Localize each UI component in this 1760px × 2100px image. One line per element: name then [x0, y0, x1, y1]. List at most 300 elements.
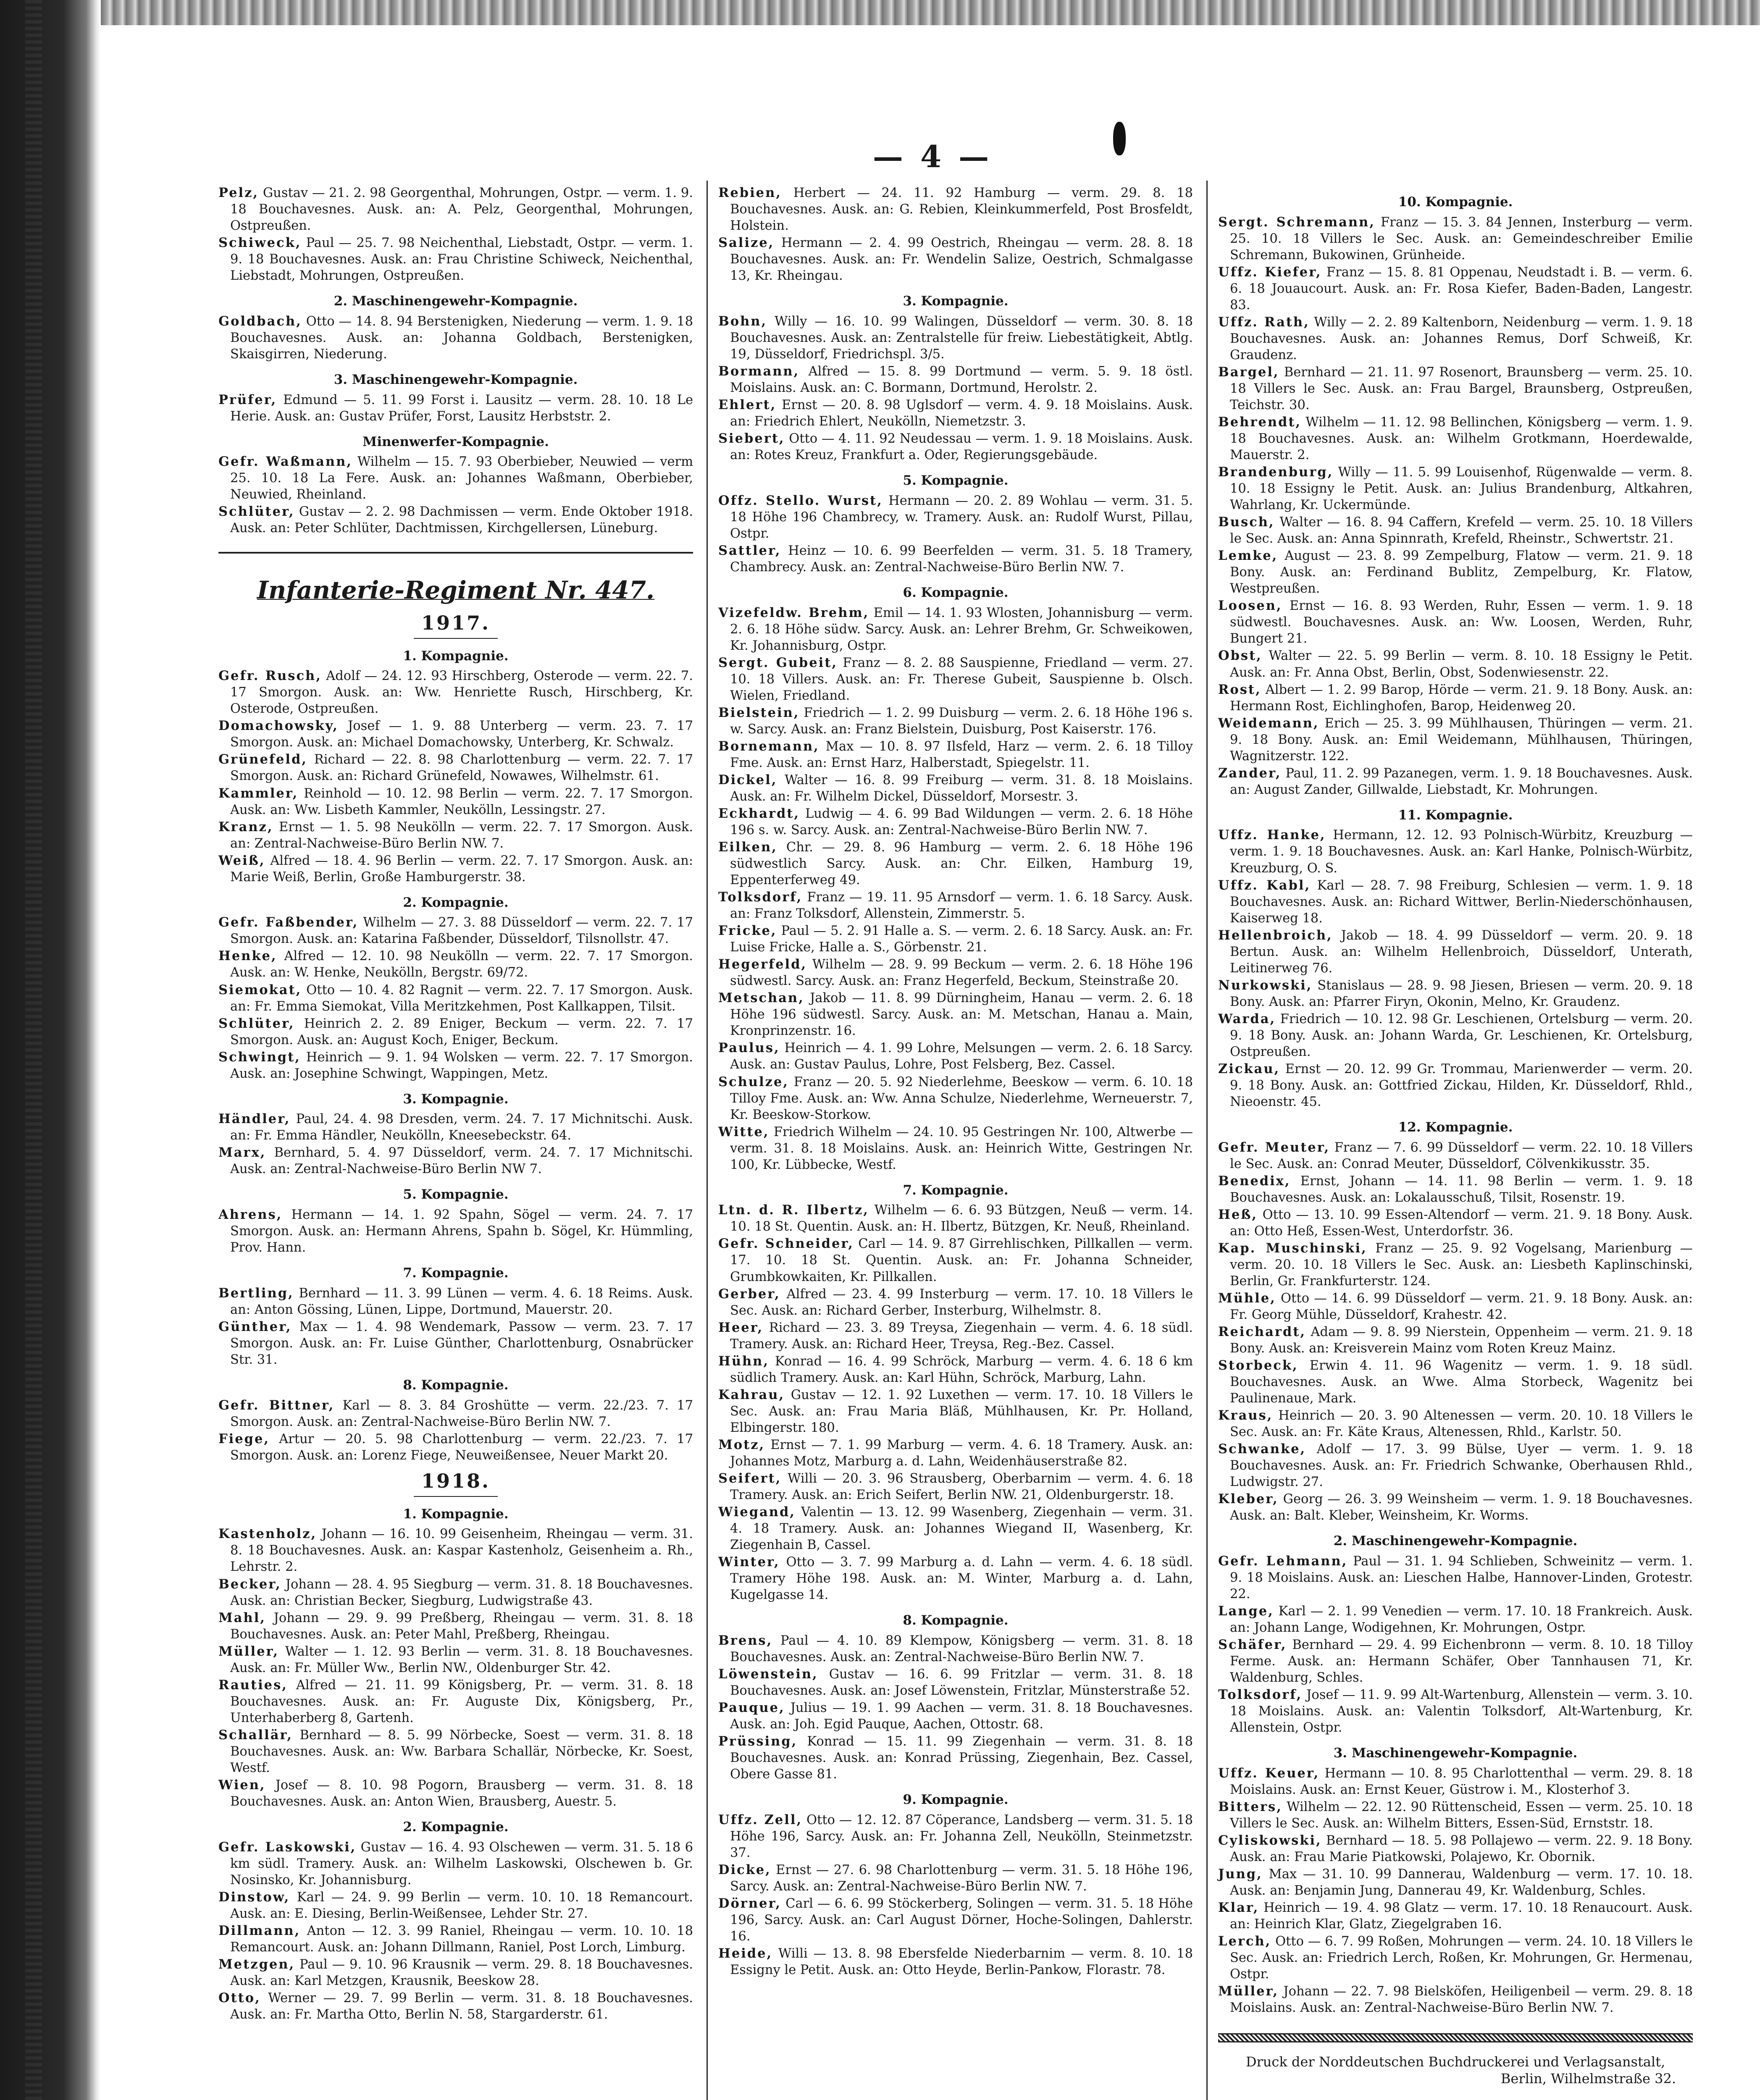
entry-name: Wien,: [218, 1777, 266, 1793]
entry-details: Werner — 29. 7. 99 Berlin — verm. 31. 8. 18 Bouchavesnes. Ausk. an: Fr. Martha Otto, Berlin N. 58, Stargarderstr. 61.: [230, 1990, 693, 2022]
entry-details: Otto — 6. 7. 99 Roßen, Mohrungen — verm. 24. 10. 18 Villers le Sec. Ausk. an: Friedrich Lerch, Roßen, Kr. Mohrungen, Gr. Hermenau, Ostpr.: [1230, 1934, 1693, 1982]
entry-name: Eckhardt,: [718, 806, 800, 822]
casualty-entry: [218, 235, 693, 284]
entry-details: Willy — 2. 2. 89 Kaltenborn, Neidenburg — verm. 1. 9. 18 Bouchavesnes. Ausk. an: Johannes Remus, Dorf Schweiß, Kr. Graudenz.: [1230, 315, 1693, 362]
entry-details: Willy — 16. 10. 99 Walingen, Düsseldorf — verm. 30. 8. 18 Bouchavesnes. Ausk. an: Zentralstelle für freiw. Liebestätigkeit, Abtlg. 19, Düsseldorf, Friedrichspl. 3/5.: [730, 314, 1193, 362]
casualty-entry: [1218, 598, 1693, 647]
entry-name: Becker,: [218, 1576, 281, 1592]
company-heading: 10. Kompagnie.: [1398, 194, 1513, 210]
entry-details: Otto — 10. 4. 82 Ragnit — verm. 22. 7. 17 Smorgon. Ausk. an: Fr. Emma Siemokat, Villa Meritzkehmen, Post Kallkappen, Tilsit.: [230, 982, 693, 1014]
entry-details: Ernst — 20. 12. 99 Gr. Trommau, Marienwerder — verm. 20. 9. 18 Bony. Ausk. an: Gottfried Zickau, Hilden, Kr. Düsseldorf, Rhld., Nieoenstr. 45.: [1230, 1061, 1693, 1109]
casualty-entry: [718, 1812, 1193, 1861]
printer-imprint: Druck der Norddeutschen Buchdruckerei und Verlagsanstalt,: [1245, 2053, 1665, 2070]
entry-details: Hermann — 10. 8. 95 Charlottenthal — verm. 29. 8. 18 Moislains. Ausk. an: Ernst Keuer, Güstrow i. M., Klosterhof 3.: [1230, 1766, 1693, 1798]
company-heading: 2. Maschinengewehr-Kompagnie.: [334, 294, 578, 309]
casualty-entry: [1218, 1061, 1693, 1110]
company-heading: 7. Kompagnie.: [403, 1265, 509, 1281]
entry-name: Uffz. Hanke,: [1218, 827, 1326, 843]
company-heading: 2. Kompagnie.: [403, 1819, 509, 1835]
entry-details: Willi — 13. 8. 98 Ebersfelde Niederbarnim — verm. 8. 10. 18 Essigny le Petit. Ausk. an: Otto Heyde, Berlin-Pankow, Florastr. 78.: [730, 1946, 1193, 1978]
entry-name: Prüssing,: [718, 1733, 798, 1749]
entry-name: Kammler,: [218, 785, 299, 801]
casualty-entry: [718, 806, 1193, 838]
casualty-entry: [1218, 1799, 1693, 1832]
casualty-entry: [1218, 264, 1693, 313]
company-heading: 5. Kompagnie.: [403, 1187, 509, 1202]
entry-details: Heinrich — 20. 3. 90 Altenessen — verm. 20. 10. 18 Villers le Sec. Ausk. an: Fr. Käte Kraus, Altenessen, Rhld., Karlstr. 50.: [1230, 1408, 1693, 1440]
casualty-entry: [1218, 1637, 1693, 1686]
entry-name: Gefr. Laskowski,: [218, 1839, 357, 1855]
casualty-entry: [218, 504, 693, 536]
casualty-entry: [718, 397, 1193, 430]
entry-name: Schulze,: [718, 1074, 789, 1089]
entry-details: Otto — 4. 11. 92 Neudessau — verm. 1. 9. 18 Moislains. Ausk. an: Rotes Kreuz, Frankfurt a. Oder, Regierungsgebäude.: [730, 431, 1193, 463]
casualty-entry: [718, 839, 1193, 888]
entry-details: Adolf — 17. 3. 99 Bülse, Uyer — verm. 1. 9. 18 Bouchavesnes. Ausk. an: Fr. Friedrich Schwanke, Oberhausen Rhld., Ludwigstr. 27.: [1230, 1442, 1693, 1490]
year-heading: 1918.: [218, 1469, 693, 1497]
entry-details: Johann — 22. 7. 98 Bielsköfen, Heiligenbeil — verm. 29. 8. 18 Moislains. Ausk. an: Zentral-Nachweise-Büro Berlin NW. 7.: [1230, 1984, 1693, 2016]
company-heading: 11. Kompagnie.: [1398, 807, 1513, 823]
casualty-entry: [1218, 364, 1693, 413]
casualty-entry: [718, 1286, 1193, 1319]
entry-details: Adam — 9. 8. 99 Nierstein, Oppenheim — verm. 21. 9. 18 Bony. Ausk. an: Kreisverein Mainz vom Roten Kreuz Mainz.: [1230, 1324, 1693, 1356]
entry-name: Schwingt,: [218, 1049, 301, 1065]
casualty-entry: [218, 1016, 693, 1048]
entry-name: Grünefeld,: [218, 752, 307, 767]
entry-name: Heide,: [718, 1946, 773, 1961]
entry-name: Günther,: [218, 1319, 292, 1334]
casualty-entry: [718, 1945, 1193, 1978]
entry-name: Uffz. Zell,: [718, 1812, 803, 1827]
entry-details: Ludwig — 4. 6. 99 Bad Wildungen — verm. 2. 6. 18 Höhe 196 s. w. Sarcy. Ausk. an: Zentral-Nachweise-Büro Berlin NW. 7.: [730, 806, 1193, 838]
entry-name: Lerch,: [1218, 1934, 1271, 1949]
entry-name: Mühle,: [1218, 1290, 1276, 1306]
casualty-entry: [1218, 1491, 1693, 1524]
casualty-entry: [718, 1554, 1193, 1603]
entry-details: Heinrich — 9. 1. 94 Wolsken — verm. 22. 7. 17 Smorgon. Ausk. an: Josephine Schwingt, Wappingen, Metz.: [230, 1050, 693, 1081]
entry-name: Goldbach,: [218, 313, 302, 329]
casualty-entry: [718, 738, 1193, 771]
casualty-entry: [218, 1397, 693, 1430]
entry-name: Schäfer,: [1218, 1637, 1287, 1653]
entry-name: Lemke,: [1218, 548, 1278, 564]
entry-details: Alfred — 15. 8. 99 Dortmund — verm. 5. 9. 18 östl. Moislains. Ausk. an: C. Bormann, Dortmund, Herolstr. 2.: [730, 364, 1193, 395]
entry-details: Heinrich — 4. 1. 99 Lohre, Melsungen — verm. 2. 6. 18 Sarcy. Ausk. an: Gustav Paulus, Lohre, Post Felsberg, Bez. Cassel.: [730, 1041, 1193, 1072]
entry-details: Edmund — 5. 11. 99 Forst i. Lausitz — verm. 28. 10. 18 Le Herie. Ausk. an: Gustav Prüfer, Forst, Lausitz Herbststr. 2.: [230, 392, 693, 424]
entry-name: Pelz,: [218, 185, 259, 200]
entry-details: Adolf — 24. 12. 93 Hirschberg, Osterode — verm. 22. 7. 17 Smorgon. Ausk. an: Ww. Henriette Rusch, Hirschberg, Kr. Osterode, Ostpreußen.: [230, 669, 693, 717]
entry-name: Zickau,: [1218, 1061, 1280, 1076]
casualty-entry: [1218, 1866, 1693, 1899]
entry-details: Paul — 5. 2. 91 Halle a. S. — verm. 2. 6. 18 Sarcy. Ausk. an: Fr. Luise Fricke, Halle a. S., Görbenstr. 21.: [730, 924, 1193, 955]
entry-details: Carl — 6. 6. 99 Stöckerberg, Solingen — verm. 31. 5. 18 Höhe 196, Sarcy. Ausk. an: Carl August Dörner, Hoche-Solingen, Dahlerstr. 16.: [730, 1896, 1193, 1944]
casualty-entry: [718, 1320, 1193, 1352]
entry-name: Jung,: [1218, 1866, 1263, 1882]
entry-details: Konrad — 15. 11. 99 Ziegenhain — verm. 31. 8. 18 Bouchavesnes. Ausk. an: Konrad Prüssing, Ziegenhain, Bez. Cassel, Obere Gasse 81.: [730, 1734, 1193, 1782]
casualty-entry: [1218, 682, 1693, 714]
casualty-entry: [218, 1610, 693, 1643]
entry-details: Erich — 25. 3. 99 Mühlhausen, Thüringen — verm. 21. 9. 18 Bony. Ausk. an: Emil Weidemann, Mühlhausen, Thüringen, Wagnitzerstr. 122.: [1230, 716, 1693, 764]
casualty-entry: [718, 1895, 1193, 1945]
entry-details: Chr. — 29. 8. 96 Hamburg — verm. 2. 6. 18 Höhe 196 südwestlich Sarcy. Ausk. an: Chr. Eilken, Hamburg 19, Eppenterferweg 49.: [730, 840, 1193, 888]
entry-details: Paul, 11. 2. 99 Pazanegen, verm. 1. 9. 18 Bouchavesnes. Ausk. an: August Zander, Gillwalde, Liebstadt, Kr. Mohrungen.: [1230, 766, 1693, 797]
company-heading: 12. Kompagnie.: [1398, 1119, 1513, 1135]
entry-name: Sergt. Gubeit,: [718, 655, 838, 670]
entry-name: Zander,: [1218, 765, 1282, 781]
entry-details: Otto — 14. 8. 94 Berstenigken, Niederung — verm. 1. 9. 18 Bouchavesnes. Ausk. an: Johanna Goldbach, Berstenigken, Skaisgirren, Niederung.: [230, 314, 693, 362]
casualty-entry: [218, 1526, 693, 1575]
entry-details: Alfred — 12. 10. 98 Neukölln — verm. 22. 7. 17 Smorgon. Ausk. an: W. Henke, Neukölln, Bergstr. 69/72.: [230, 949, 693, 980]
entry-name: Gefr. Rusch,: [218, 668, 322, 684]
entry-details: August — 23. 8. 99 Zempelburg, Flatow — verm. 21. 9. 18 Bony. Ausk. an: Ferdinand Bublitz, Zempelburg, Kr. Flatow, Westpreußen.: [1230, 549, 1693, 596]
entry-details: Alfred — 21. 11. 99 Königsberg, Pr. — verm. 31. 8. 18 Bouchavesnes. Ausk. an: Fr. Auguste Dix, Königsberg, Pr., Unterhaberberg 8, Gartenh.: [230, 1677, 693, 1725]
entry-details: Wilhelm — 27. 3. 88 Düsseldorf — verm. 22. 7. 17 Smorgon. Ausk. an: Katarina Faßbender, Düsseldorf, Tilsnollstr. 47.: [230, 915, 693, 947]
entry-name: Rost,: [1218, 682, 1261, 697]
company-heading: 3. Maschinengewehr-Kompagnie.: [334, 372, 578, 387]
entry-name: Müller,: [1218, 1984, 1279, 1999]
text-column-1: [218, 185, 693, 2024]
entry-details: Walter — 1. 12. 93 Berlin — verm. 31. 8. 18 Bouchavesnes. Ausk. an: Fr. Müller Ww., Berlin NW., Oldenburger Str. 42.: [230, 1644, 693, 1675]
entry-name: Händler,: [218, 1111, 291, 1127]
entry-name: Siemokat,: [218, 982, 302, 998]
entry-details: Jakob — 18. 4. 99 Düsseldorf — verm. 20. 9. 18 Bertun. Ausk. an: Wilhelm Hellenbroich, Düsseldorf, Unterath, Leitinerweg 76.: [1230, 928, 1693, 976]
casualty-entry: [218, 1727, 693, 1776]
entry-name: Dörner,: [718, 1895, 781, 1911]
entry-details: Karl — 28. 7. 98 Freiburg, Schlesien — verm. 1. 9. 18 Bouchavesnes. Ausk. an: Richard Wittwer, Berlin-Niederschönhausen, Kaiserweg 18.: [1230, 878, 1693, 926]
casualty-entry: [718, 1633, 1193, 1665]
entry-details: Johann — 28. 4. 95 Siegburg — verm. 31. 8. 18 Bouchavesnes. Ausk. an: Christian Becker, Siegburg, Ludwigstraße 43.: [230, 1577, 693, 1608]
casualty-entry: [218, 1144, 693, 1177]
entry-details: Johann — 16. 10. 99 Geisenheim, Rheingau — verm. 31. 8. 18 Bouchavesnes. Ausk. an: Kaspar Kastenholz, Geisenheim a. Rh., Lehrstr. 2.: [230, 1527, 693, 1575]
entry-name: Sergt. Schremann,: [1218, 214, 1375, 230]
entry-details: Bernhard — 11. 3. 99 Lünen — verm. 4. 6. 18 Reims. Ausk. an: Anton Gössing, Lünen, Lippe, Dortmund, Mauerstr. 20.: [230, 1286, 693, 1317]
entry-name: Cyliskowski,: [1218, 1833, 1322, 1848]
company-heading: 3. Kompagnie.: [403, 1091, 509, 1107]
casualty-entry: [1218, 414, 1693, 463]
entry-details: Bernhard — 29. 4. 99 Eichenbronn — verm. 8. 10. 18 Tilloy Ferme. Ausk. an: Hermann Schäfer, Ober Tannhausen 71, Kr. Waldenburg, Schles.: [1230, 1638, 1693, 1685]
entry-details: Konrad — 16. 4. 99 Schröck, Marburg — verm. 4. 6. 18 6 km südlich Tramery. Ausk. an: Karl Hühn, Schröck, Marburg, Lahn.: [730, 1354, 1193, 1385]
entry-details: Georg — 26. 3. 99 Weinsheim — verm. 1. 9. 18 Bouchavesnes. Ausk. an: Balt. Kleber, Weinsheim, Kr. Worms.: [1230, 1492, 1693, 1523]
casualty-entry: [718, 363, 1193, 396]
company-heading: 9. Kompagnie.: [903, 1792, 1009, 1808]
casualty-entry: [218, 1576, 693, 1609]
entry-name: Löwenstein,: [718, 1666, 818, 1682]
entry-details: Gustav — 21. 2. 98 Georgenthal, Mohrungen, Ostpr. — verm. 1. 9. 18 Bouchavesnes. Ausk. an: A. Pelz, Georgenthal, Mohrungen, Ostpreußen.: [230, 186, 693, 234]
entry-details: Heinrich — 19. 4. 98 Glatz — verm. 17. 10. 18 Renaucourt. Ausk. an: Heinrich Klar, Glatz, Ziegelgraben 16.: [1230, 1900, 1693, 1932]
entry-name: Loosen,: [1218, 598, 1282, 614]
casualty-entry: [718, 1387, 1193, 1436]
casualty-entry: [1218, 977, 1693, 1010]
company-heading: 8. Kompagnie.: [903, 1613, 1009, 1628]
entry-name: Dinstow,: [218, 1889, 290, 1905]
entry-name: Weiß,: [218, 853, 265, 868]
casualty-entry: [218, 1285, 693, 1318]
company-heading: 5. Kompagnie.: [903, 473, 1009, 488]
entry-details: Alfred — 18. 4. 96 Berlin — verm. 22. 7. 17 Smorgon. Ausk. an: Marie Weiß, Berlin, Große Hamburgerstr. 38.: [230, 853, 693, 885]
casualty-entry: [218, 1643, 693, 1676]
entry-name: Seifert,: [718, 1470, 782, 1486]
entry-details: Johann — 29. 9. 99 Preßberg, Rheingau — verm. 31. 8. 18 Bouchavesnes. Ausk. an: Peter Mahl, Preßberg, Rheingau.: [230, 1610, 693, 1642]
entry-details: Otto — 12. 12. 87 Cöperance, Landsberg — verm. 31. 5. 18 Höhe 196, Sarcy. Ausk. an: Fr. Johanna Zell, Neukölln, Steinmetzstr. 37.: [730, 1812, 1193, 1860]
entry-details: Friedrich — 1. 2. 99 Duisburg — verm. 2. 6. 18 Höhe 196 s. w. Sarcy. Ausk. an: Franz Bielstein, Duisburg, Post Kaiserstr. 176.: [730, 705, 1193, 737]
entry-details: Karl — 8. 3. 84 Groshütte — verm. 22./23. 7. 17 Smorgon. Ausk. an: Zentral-Nachweise-Büro Berlin NW. 7.: [230, 1398, 693, 1429]
page-number: — 4 —: [872, 139, 993, 174]
entry-name: Kahrau,: [718, 1387, 785, 1402]
entry-details: Emil — 14. 1. 93 Wlosten, Johannisburg — verm. 2. 6. 18 Höhe südw. Sarcy. Ausk. an: Lehrer Brehm, Gr. Schweikowen, Kr. Johannisburg, Ostpr.: [730, 605, 1193, 653]
entry-name: Ahrens,: [218, 1207, 283, 1223]
casualty-entry: [218, 1956, 693, 1989]
casualty-entry: [718, 1437, 1193, 1470]
entry-details: Bernhard — 8. 5. 99 Nörbecke, Soest — verm. 31. 8. 18 Bouchavesnes. Ausk. an: Ww. Barbara Schallär, Nörbecke, Kr. Soest, Westf.: [230, 1727, 693, 1775]
entry-details: Bernhard — 18. 5. 98 Pollajewo — verm. 22. 9. 18 Bony. Ausk. an: Frau Marie Piatkowski, Polajewo, Kr. Obornik.: [1230, 1833, 1693, 1865]
entry-name: Sattler,: [718, 543, 781, 558]
entry-details: Max — 31. 10. 99 Dannerau, Waldenburg — verm. 17. 10. 18. Ausk. an: Benjamin Jung, Dannerau 49, Kr. Waldenburg, Schles.: [1230, 1867, 1693, 1898]
entry-name: Uffz. Keuer,: [1218, 1766, 1320, 1781]
entry-name: Siebert,: [718, 431, 785, 446]
casualty-entry: [1218, 1765, 1693, 1798]
casualty-entry: [218, 1207, 693, 1256]
entry-details: Gustav — 12. 1. 92 Luxethen — verm. 17. 10. 18 Villers le Sec. Ausk. an: Frau Maria Bläß, Mühlhausen, Kr. Pr. Holland, Elbingerstr. 180.: [730, 1387, 1193, 1435]
entry-details: Hermann — 2. 4. 99 Oestrich, Rheingau — verm. 28. 8. 18 Bouchavesnes. Ausk. an: Fr. Wendelin Salize, Oestrich, Schmalgasse 13, Kr. Rheingau.: [730, 236, 1193, 284]
entry-name: Uffz. Rath,: [1218, 314, 1310, 330]
casualty-entry: [1218, 548, 1693, 597]
casualty-entry: [218, 313, 693, 362]
casualty-entry: [218, 914, 693, 947]
entry-name: Heer,: [718, 1320, 764, 1335]
entry-details: Richard — 22. 8. 98 Charlottenburg — verm. 22. 7. 17 Smorgon. Ausk. an: Richard Grünefeld, Nowawes, Wilhelmstr. 61.: [230, 752, 693, 784]
entry-details: Julius — 19. 1. 99 Aachen — verm. 31. 8. 18 Bouchavesnes. Ausk. an: Joh. Egid Pauque, Aachen, Ottostr. 68.: [730, 1700, 1193, 1732]
entry-details: Franz — 8. 2. 88 Sauspienne, Friedland — verm. 27. 10. 18 Villers. Ausk. an: Fr. Therese Gubeit, Sauspienne b. Olsch. Wielen, Friedland.: [730, 655, 1193, 703]
entry-details: Anton — 12. 3. 99 Raniel, Rheingau — verm. 10. 10. 18 Remancourt. Ausk. an: Johann Dillmann, Raniel, Post Lorch, Limburg.: [230, 1923, 693, 1955]
entry-details: Ernst — 20. 8. 98 Uglsdorf — verm. 4. 9. 18 Moislains. Ausk. an: Friedrich Ehlert, Neukölln, Niemetzstr. 3.: [730, 398, 1193, 429]
casualty-entry: [718, 956, 1193, 989]
entry-details: Herbert — 24. 11. 92 Hamburg — verm. 29. 8. 18 Bouchavesnes. Ausk. an: G. Rebien, Kleinkummerfeld, Post Brosfeldt, Holstein.: [730, 186, 1193, 234]
entry-name: Eilken,: [718, 840, 778, 855]
entry-name: Schlüter,: [218, 1016, 295, 1031]
text-column-3: [1218, 185, 1693, 2087]
entry-name: Motz,: [718, 1437, 765, 1452]
casualty-entry: [1218, 1290, 1693, 1323]
casualty-entry: [718, 1124, 1193, 1173]
entry-details: Ernst — 27. 6. 98 Charlottenburg — verm. 31. 5. 18 Höhe 196, Sarcy. Ausk. an: Zentral-Nachweise-Büro Berlin NW. 7.: [730, 1862, 1193, 1894]
entry-details: Wilhelm — 15. 7. 93 Oberbieber, Neuwied — verm 25. 10. 18 La Fere. Ausk. an: Johannes Waßmann, Oberbieber, Neuwied, Rheinland.: [230, 454, 693, 502]
entry-details: Franz — 15. 8. 81 Oppenau, Neudstadt i. B. — verm. 6. 6. 18 Jouaucourt. Ausk. an: Fr. Rosa Kiefer, Baden-Baden, Langestr. 83.: [1230, 265, 1693, 312]
entry-details: Franz — 20. 5. 92 Niederlehme, Beeskow — verm. 6. 10. 18 Tilloy Fme. Ausk. an: Ww. Anna Schulze, Niederlehme, Werneuerstr. 7, Kr. Beeskow-Storkow.: [730, 1074, 1193, 1122]
entry-details: Otto — 13. 10. 99 Essen-Altendorf — verm. 21. 9. 18 Bony. Ausk. an: Otto Heß, Essen-West, Unterdorfstr. 36.: [1230, 1207, 1693, 1239]
company-heading: 2. Maschinengewehr-Kompagnie.: [1333, 1533, 1578, 1549]
printer-address: Berlin, Wilhelmstraße 32.: [1500, 2071, 1676, 2087]
entry-details: Erwin 4. 11. 96 Wagenitz — verm. 1. 9. 18 südl. Bouchavesnes. Ausk. an Wwe. Alma Storbeck, Wagenitz bei Paulinenaue, Mark.: [1230, 1358, 1693, 1406]
entry-name: Schwanke,: [1218, 1441, 1306, 1457]
entry-details: Franz — 15. 3. 84 Jennen, Insterburg — verm. 25. 10. 18 Villers le Sec. Ausk. an: Gemeindeschreiber Emilie Schremann, Bukowinen, Grünheide.: [1230, 215, 1693, 262]
casualty-entry: [218, 392, 693, 425]
entry-details: Heinz — 10. 6. 99 Beerfelden — verm. 31. 5. 18 Tramery, Chambrecy. Ausk. an: Zentral-Nachweise-Büro Berlin NW. 7.: [730, 543, 1193, 575]
casualty-entry: [1218, 1933, 1693, 1982]
casualty-entry: [218, 454, 693, 503]
entry-name: Gefr. Schneider,: [718, 1236, 854, 1252]
casualty-entry: [718, 1700, 1193, 1732]
year-heading: 1917.: [218, 611, 693, 639]
casualty-entry: [1218, 314, 1693, 363]
entry-name: Kleber,: [1218, 1491, 1279, 1507]
entry-name: Bohn,: [718, 313, 767, 329]
entry-details: Paul — 9. 10. 96 Krausnik — verm. 29. 8. 18 Bouchavesnes. Ausk. an: Karl Metzgen, Krausnik, Beeskow 28.: [230, 1957, 693, 1988]
casualty-entry: [1218, 1832, 1693, 1865]
entry-details: Karl — 24. 9. 99 Berlin — verm. 10. 10. 18 Remancourt. Ausk. an: E. Diesing, Berlin-Weißensee, Lehder Str. 27.: [230, 1890, 693, 1921]
entry-name: Klar,: [1218, 1900, 1259, 1916]
entry-details: Walter — 16. 8. 94 Caffern, Krefeld — verm. 25. 10. 18 Villers le Sec. Ausk. an: Anna Spinnrath, Krefeld, Rheinstr., Schwertstr. 21.: [1230, 515, 1693, 546]
entry-name: Rebien,: [718, 185, 782, 200]
casualty-entry: [1218, 1687, 1693, 1736]
entry-details: Willy — 11. 5. 99 Louisenhof, Rügenwalde — verm. 8. 10. 18 Essigny le Petit. Ausk. an: Julius Brandenburg, Altkahren, Wahrlang, Kr. Uckermünde.: [1230, 465, 1693, 513]
entry-name: Winter,: [718, 1554, 780, 1570]
entry-details: Wilhelm — 6. 6. 93 Bützgen, Neuß — verm. 14. 10. 18 St. Quentin. Ausk. an: H. Ilbertz, Bützgen, Kr. Neuß, Rheinland.: [730, 1203, 1193, 1234]
casualty-entry: [718, 1862, 1193, 1895]
entry-details: Reinhold — 10. 12. 98 Berlin — verm. 22. 7. 17 Smorgon. Ausk. an: Ww. Lisbeth Kammler, Neukölln, Lessingstr. 27.: [230, 786, 693, 817]
entry-name: Gefr. Faßbender,: [218, 915, 359, 930]
entry-name: Storbeck,: [1218, 1358, 1298, 1373]
company-heading: 8. Kompagnie.: [403, 1378, 509, 1393]
casualty-entry: [218, 819, 693, 852]
casualty-entry: [718, 1733, 1193, 1782]
casualty-entry: [1218, 1407, 1693, 1440]
entry-details: Josef — 8. 10. 98 Pogorn, Brausberg — verm. 31. 8. 18 Bouchavesnes. Ausk. an: Anton Wien, Brausberg, Auestr. 5.: [230, 1777, 693, 1809]
entry-name: Paulus,: [718, 1040, 780, 1056]
casualty-entry: [218, 1990, 693, 2023]
entry-name: Benedix,: [1218, 1173, 1291, 1189]
entry-name: Müller,: [218, 1643, 279, 1659]
entry-name: Pauque,: [718, 1700, 785, 1715]
regiment-heading: Infanterie-Regiment Nr. 447.: [257, 575, 655, 604]
casualty-entry: [218, 1889, 693, 1922]
casualty-entry: [1218, 1983, 1693, 2016]
entry-details: Paul — 25. 7. 98 Neichenthal, Liebstadt, Ostpr. — verm. 1. 9. 18 Bouchavesnes. Ausk. an: Frau Christine Schiweck, Neichenthal, Liebstadt, Mohrungen, Ostpreußen.: [230, 236, 693, 284]
entry-details: Valentin — 13. 12. 99 Wasenberg, Ziegenhain — verm. 31. 4. 18 Tramery. Ausk. an: Johannes Wiegand II, Wasenberg, Kr. Ziegenhain B, Cassel.: [730, 1504, 1193, 1552]
entry-details: Albert — 1. 2. 99 Barop, Hörde — verm. 21. 9. 18 Bony. Ausk. an: Hermann Rost, Eichlinghofen, Barop, Heidenweg 20.: [1230, 682, 1693, 714]
entry-details: Max — 10. 8. 97 Ilsfeld, Harz — verm. 2. 6. 18 Tilloy Fme. Ausk. an: Ernst Harz, Halberstadt, Spiegelstr. 11.: [730, 739, 1193, 770]
casualty-entry: [1218, 1441, 1693, 1490]
entry-name: Offz. Stello. Wurst,: [718, 493, 883, 508]
casualty-entry: [218, 1319, 693, 1368]
entry-name: Rauties,: [218, 1677, 288, 1693]
casualty-entry: [718, 772, 1193, 805]
entry-name: Warda,: [1218, 1011, 1276, 1026]
casualty-entry: [218, 1111, 693, 1144]
casualty-entry: [1218, 1900, 1693, 1932]
entry-name: Marx,: [218, 1145, 266, 1160]
casualty-entry: [1218, 1553, 1693, 1602]
entry-details: Gustav — 16. 4. 93 Olschewen — verm. 31. 5. 18 6 km südl. Tramery. Ausk. an: Wilhelm Laskowski, Olschewen b. Gr. Nosinsko, Kr. Johannisburg.: [230, 1840, 693, 1887]
casualty-entry: [1218, 1603, 1693, 1636]
casualty-entry: [1218, 715, 1693, 764]
entry-details: Paul, 24. 4. 98 Dresden, verm. 24. 7. 17 Michnitschi. Ausk. an: Fr. Emma Händler, Neukölln, Kneesebeckstr. 64.: [230, 1112, 693, 1143]
company-heading: Minenwerfer-Kompagnie.: [363, 434, 549, 449]
casualty-entry: [718, 1504, 1193, 1553]
casualty-entry: [1218, 1357, 1693, 1407]
entry-name: Behrendt,: [1218, 415, 1302, 430]
entry-details: Gustav — 16. 6. 99 Fritzlar — verm. 31. 8. 18 Bouchavesnes. Ausk. an: Josef Löwenstein, Fritzlar, Münsterstraße 52.: [730, 1667, 1193, 1698]
entry-name: Brens,: [718, 1633, 773, 1648]
company-heading: 2. Kompagnie.: [403, 895, 509, 910]
entry-name: Otto,: [218, 1990, 261, 2006]
casualty-entry: [1218, 1240, 1693, 1289]
casualty-entry: [718, 1666, 1193, 1699]
entry-name: Prüfer,: [218, 392, 277, 407]
casualty-entry: [1218, 1207, 1693, 1239]
casualty-entry: [718, 655, 1193, 704]
entry-name: Heß,: [1218, 1207, 1258, 1222]
entry-details: Hermann — 14. 1. 92 Spahn, Sögel — verm. 24. 7. 17 Smorgon. Ausk. an: Hermann Ahrens, Spahn b. Sögel, Kr. Hümmling, Prov. Hann.: [230, 1208, 693, 1255]
entry-name: Gefr. Meuter,: [1218, 1139, 1330, 1155]
entry-name: Salize,: [718, 235, 775, 251]
entry-details: Josef — 1. 9. 88 Unterberg — verm. 23. 7. 17 Smorgon. Ausk. an: Michael Domachowsky, Unterberg, Kr. Schwalz.: [230, 719, 693, 750]
entry-name: Kap. Muschinski,: [1218, 1240, 1367, 1256]
entry-name: Ltn. d. R. Ilbertz,: [718, 1202, 869, 1218]
entry-name: Vizefeldw. Brehm,: [718, 605, 869, 620]
casualty-entry: [718, 1236, 1193, 1285]
entry-details: Ernst — 1. 5. 98 Neukölln — verm. 22. 7. 17 Smorgon. Ausk. an: Zentral-Nachweise-Büro Berlin NW. 7.: [230, 819, 693, 851]
casualty-entry: [218, 1677, 693, 1726]
casualty-entry: [1218, 648, 1693, 680]
entry-name: Gerber,: [718, 1286, 780, 1302]
entry-details: Franz — 25. 9. 92 Vogelsang, Marienburg — verm. 20. 10. 18 Villers le Sec. Ausk. an: Liesbeth Kaplinschinski, Berlin, Gr. Frankfurterstr. 124.: [1230, 1241, 1693, 1289]
entry-details: Carl — 14. 9. 87 Girrehlischken, Pillkallen — verm. 17. 10. 18 St. Quentin. Ausk. an: Fr. Johanna Schneider, Grumbkowkaiten, Kr. Pillkallen.: [730, 1236, 1193, 1284]
entry-name: Witte,: [718, 1124, 770, 1139]
entry-details: Ernst — 16. 8. 93 Werden, Ruhr, Essen — verm. 1. 9. 18 südwestl. Bouchavesnes. Ausk. an: Ww. Loosen, Werden, Ruhr, Bungert 21.: [1230, 598, 1693, 646]
ink-mark: [1113, 122, 1126, 155]
casualty-entry: [218, 751, 693, 784]
company-heading: 3. Maschinengewehr-Kompagnie.: [1333, 1746, 1578, 1761]
casualty-entry: [1218, 1139, 1693, 1172]
entry-name: Fricke,: [718, 923, 777, 939]
entry-name: Dillmann,: [218, 1923, 301, 1938]
entry-name: Gefr. Waßmann,: [218, 454, 352, 470]
entry-name: Schallär,: [218, 1727, 293, 1743]
casualty-entry: [1218, 927, 1693, 976]
entry-name: Brandenburg,: [1218, 465, 1334, 480]
entry-name: Lange,: [1218, 1604, 1274, 1619]
casualty-entry: [718, 1202, 1193, 1235]
entry-name: Dicke,: [718, 1862, 771, 1877]
entry-details: Max — 1. 4. 98 Wendemark, Passow — verm. 23. 7. 17 Smorgon. Ausk. an: Fr. Luise Günther, Charlottenburg, Osnabrücker Str. 31.: [230, 1319, 693, 1368]
entry-details: Paul — 31. 1. 94 Schlieben, Schweinitz — verm. 1. 9. 18 Moislains. Ausk. an: Lieschen Halbe, Hannover-Linden, Grotestr. 22.: [1230, 1554, 1693, 1602]
entry-name: Gefr. Bittner,: [218, 1397, 335, 1413]
entry-name: Uffz. Kabl,: [1218, 877, 1311, 893]
casualty-entry: [218, 853, 693, 885]
casualty-entry: [718, 1040, 1193, 1073]
casualty-entry: [218, 948, 693, 981]
entry-details: Jakob — 11. 8. 99 Dürningheim, Hanau — verm. 2. 6. 18 Höhe 196 südwestl. Sarcy. Ausk. an: M. Metschan, Hanau a. Main, Kronprinzenstr. 16.: [730, 991, 1193, 1039]
casualty-entry: [718, 543, 1193, 575]
casualty-entry: [218, 982, 693, 1015]
casualty-entry: [718, 313, 1193, 362]
casualty-entry: [718, 923, 1193, 956]
entry-name: Hühn,: [718, 1353, 769, 1369]
casualty-entry: [1218, 1324, 1693, 1357]
casualty-entry: [718, 185, 1193, 234]
entry-details: Wilhelm — 22. 12. 90 Rüttenscheid, Essen — verm. 25. 10. 18 Villers le Sec. Ausk. an: Wilhelm Bitters, Essen-Süd, Ernststr. 18.: [1230, 1800, 1693, 1831]
entry-name: Schiweck,: [218, 235, 302, 251]
casualty-entry: [1218, 827, 1693, 876]
entry-details: Franz — 7. 6. 99 Düsseldorf — verm. 22. 10. 18 Villers le Sec. Ausk. an: Conrad Meuter, Düsseldorf, Cölvenkikusstr. 35.: [1230, 1140, 1693, 1171]
entry-details: Artur — 20. 5. 98 Charlottenburg — verm. 22./23. 7. 17 Smorgon. Ausk. an: Lorenz Fiege, Neuweißensee, Neuer Markt 20.: [230, 1431, 693, 1463]
entry-details: Walter — 22. 5. 99 Berlin — verm. 8. 10. 18 Essigny le Petit. Ausk. an: Fr. Anna Obst, Berlin, Obst, Sodenwiesenstr. 22.: [1230, 648, 1693, 680]
casualty-entry: [718, 990, 1193, 1039]
entry-name: Wiegand,: [718, 1504, 796, 1520]
entry-details: Otto — 3. 7. 99 Marburg a. d. Lahn — verm. 4. 6. 18 südl. Tramery Höhe 198. Ausk. an: M. Winter, Marburg a. d. Lahn, Kugelgasse 14.: [730, 1555, 1193, 1603]
casualty-entry: [218, 785, 693, 818]
casualty-entry: [218, 718, 693, 751]
